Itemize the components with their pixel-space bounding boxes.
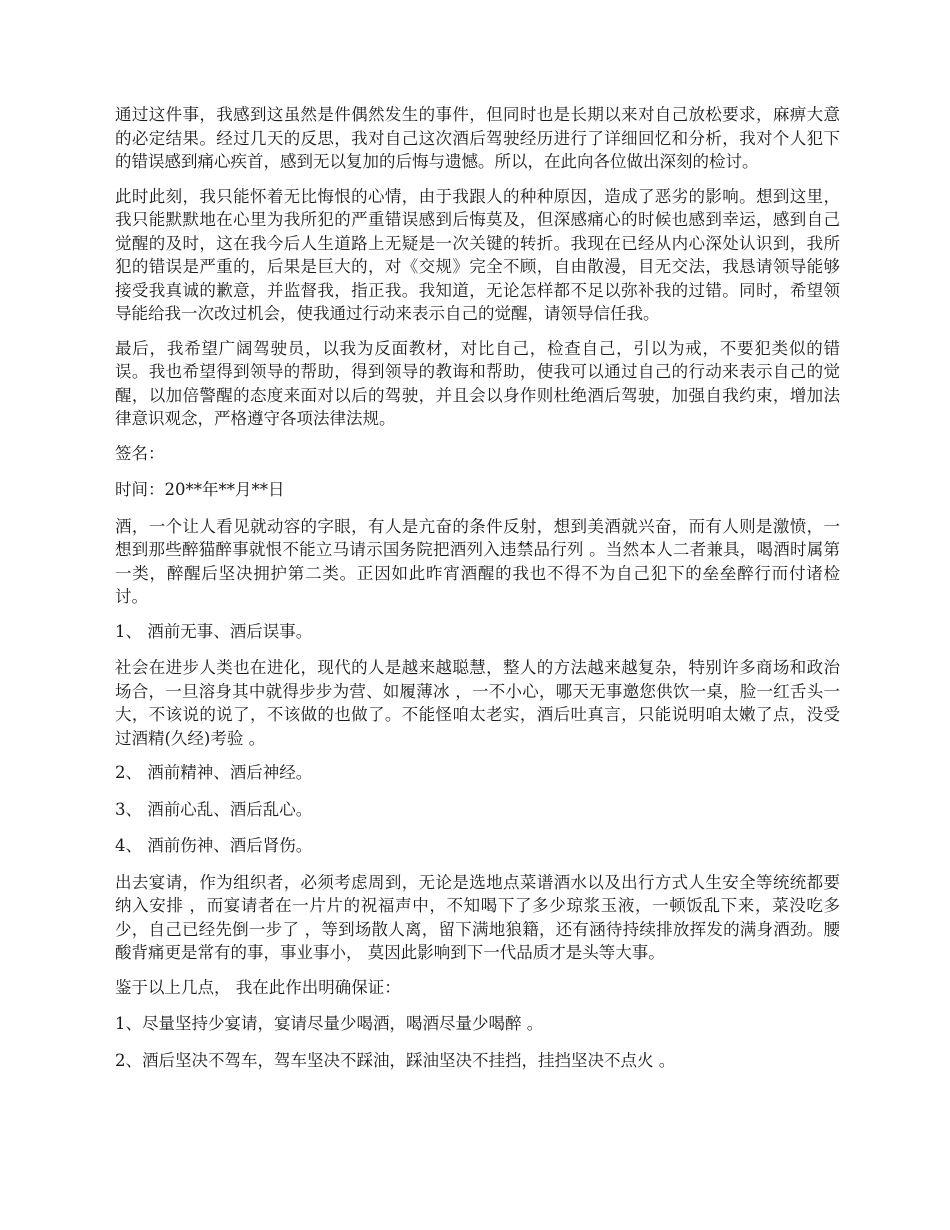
guarantee-item-1: 1、尽量坚持少宴请，宴请尽量少喝酒，喝酒尽量少喝醉 。	[115, 1014, 544, 1033]
list-item-3: 3、 酒前心乱、酒后乱心。	[115, 799, 313, 819]
paragraph-society: 社会在进步人类也在进化，现代的人是越来越聪慧，整人的方法越来越复杂，特别许多商场和政治场合，一旦溶身其中就得步步为营、如履薄冰 ，一不小心，哪天无事邀您供饮一桌，脸一红舌头一大，不该说的说了，不该做的也做了。不能怪咱太老实，酒后吐真言，只能说明咱太嫩了点，没受过酒精(久经)考验 。	[115, 658, 840, 748]
paragraph-remorse: 此时此刻，我只能怀着无比悔恨的心情，由于我跟人的种种原因，造成了恶劣的影响。想到这里，我只能默默地在心里为我所犯的严重错误感到后悔莫及，但深感痛心的时候也感到幸运，感到自己觉醒的及时，这在我今后人生道路上无疑是一次关键的转折。我现在已经从内心深处认识到，我所犯的错误是严重的，后果是巨大的，对《交规》完全不顾，自由散漫，目无交法，我恳请领导能够接受我真诚的歉意，并监督我，指正我。我知道，无论怎样都不足以弥补我的过错。同时，希望领导能给我一次改过机会，使我通过行动来表示自己的觉醒，请领导信任我。	[115, 186, 840, 323]
paragraph-hope: 最后，我希望广阔驾驶员，以我为反面教材，对比自己，检查自己，引以为戒，不要犯类似的错误。我也希望得到领导的帮助，得到领导的教诲和帮助，使我可以通过自己的行动来表示自己的觉醒，以加倍警醒的态度来面对以后的驾驶，并且会以身作则杜绝酒后驾驶，加强自我约束，增加法律意识观念，严格遵守各项法律法规。	[115, 338, 840, 428]
paragraph-guarantee-intro: 鉴于以上几点， 我在此作出明确保证：	[115, 977, 401, 997]
document-body	[115, 103, 840, 1085]
paragraph-banquet: 出去宴请，作为组织者，必须考虑周到，无论是选地点菜谱酒水以及出行方式人生安全等统统都要纳入安排 ，而宴请者在一片片的祝福声中，不知喝下了多少琼浆玉液，一顿饭乱下来，菜没吃多少，自己已经先倒一步了 ，等到场散人离，留下满地狼籍，还有涵待持续排放挥发的满身酒劲。腰酸背痛更是常有的事，事业事小， 莫因此影响到下一代品质才是头等大事。	[115, 872, 840, 962]
list-item-4: 4、 酒前伤神、酒后肾伤。	[115, 836, 313, 855]
paragraph-reflection: 通过这件事，我感到这虽然是件偶然发生的事件，但同时也是长期以来对自己放松要求，麻痹大意的必定结果。经过几天的反思，我对自己这次酒后驾驶经历进行了详细回忆和分析，我对个人犯下的错误感到痛心疾首，感到无以复加的后悔与遗憾。所以，在此向各位做出深刻的检讨。	[115, 105, 840, 171]
list-item-2: 2、 酒前精神、酒后神经。	[115, 763, 313, 782]
paragraph-wine-intro: 酒，一个让人看见就动容的字眼，有人是亢奋的条件反射，想到美酒就兴奋，而有人则是激愤，一想到那些醉猫醉事就恨不能立马请示国务院把酒列入违禁品行列 。当然本人二者兼具，喝酒时属第一类，醉醒后坚决拥护第二类。正因如此昨宵酒醒的我也不得不为自己犯下的垒垒醉行而付诸检讨。	[115, 516, 840, 606]
date-line: 时间：20**年**月**日	[115, 480, 285, 499]
guarantee-item-2: 2、酒后坚决不驾车，驾车坚决不踩油，踩油坚决不挂挡，挂挡坚决不点火 。	[115, 1050, 676, 1070]
signature-line: 签名：	[115, 443, 165, 463]
list-item-1: 1、 酒前无事、酒后误事。	[115, 621, 313, 641]
